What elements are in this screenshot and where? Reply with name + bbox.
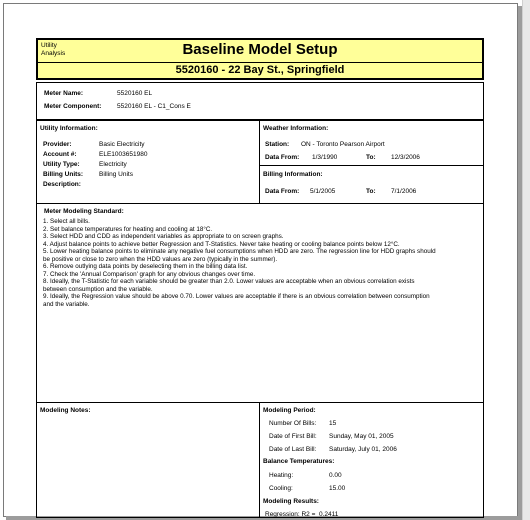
meter-name-label: Meter Name: bbox=[44, 90, 84, 97]
standard-item: between consumption and the variable. bbox=[43, 285, 153, 293]
first-bill-value: Sunday, May 01, 2005 bbox=[329, 433, 394, 440]
number-of-bills-value: 15 bbox=[329, 420, 337, 427]
utility-information-heading: Utility Information: bbox=[40, 125, 98, 132]
standard-item: 2. Set balance temperatures for heating and cooling at 18°C. bbox=[43, 225, 213, 233]
cooling-value: 15.00 bbox=[329, 485, 346, 492]
billing-to-label: To: bbox=[366, 188, 376, 195]
modeling-notes-heading: Modeling Notes: bbox=[40, 407, 91, 414]
modeling-results-heading: Modeling Results: bbox=[263, 498, 319, 505]
meter-name-value: 5520160 EL bbox=[117, 90, 153, 97]
standard-item: and the variable. bbox=[43, 300, 90, 308]
utility-information-section bbox=[36, 120, 260, 204]
weather-to-value: 12/3/2006 bbox=[391, 154, 420, 161]
heating-value: 0.00 bbox=[329, 472, 342, 479]
page-title: Baseline Model Setup bbox=[182, 41, 338, 58]
modeling-standard-list bbox=[43, 218, 473, 308]
standard-item: 1. Select all bills. bbox=[43, 218, 90, 225]
provider-value: Basic Electricity bbox=[99, 141, 145, 148]
modeling-notes-section bbox=[36, 402, 260, 518]
standard-item: 8. Ideally, the T-Statistic for each variable should be greater than 2.0. Lower values are acceptable when an obvious correlation exists bbox=[43, 278, 415, 285]
meter-section bbox=[36, 82, 484, 120]
weather-information-section bbox=[259, 120, 484, 166]
utility-type-label: Utility Type: bbox=[43, 161, 80, 168]
meter-modeling-standard-section bbox=[36, 203, 484, 403]
report-header bbox=[36, 38, 484, 80]
station-label: Station: bbox=[265, 141, 290, 148]
utility-label-line2: Analysis bbox=[41, 50, 66, 57]
regression-label: Regression: R2 = bbox=[265, 511, 316, 518]
billing-to-value: 7/1/2006 bbox=[391, 188, 417, 195]
utility-label-line1: Utility bbox=[41, 42, 57, 49]
modeling-period-section bbox=[259, 402, 484, 518]
last-bill-label: Date of Last Bill: bbox=[269, 446, 317, 453]
billing-from-label: Data From: bbox=[265, 188, 300, 195]
description-label: Description: bbox=[43, 181, 81, 188]
weather-information-heading: Weather Information: bbox=[263, 125, 329, 132]
meter-component-value: 5520160 EL - C1_Cons E bbox=[117, 103, 191, 110]
first-bill-label: Date of First Bill: bbox=[269, 433, 317, 440]
weather-from-label: Data From: bbox=[265, 154, 300, 161]
weather-from-value: 1/3/1990 bbox=[312, 154, 338, 161]
standard-item: 3. Select HDD and CDD as independent variables as appropriate to on screen graphs. bbox=[43, 233, 284, 240]
last-bill-value: Saturday, July 01, 2006 bbox=[329, 446, 397, 453]
page-subtitle: 5520160 - 22 Bay St., Springfield bbox=[175, 64, 345, 76]
standard-item: 7. Check the 'Annual Comparison' graph for any obvious changes over time. bbox=[43, 270, 256, 278]
standard-item: 6. Remove outlying data points by deselecting them in the billing data list. bbox=[43, 263, 248, 270]
provider-label: Provider: bbox=[43, 141, 72, 148]
account-label: Account #: bbox=[43, 151, 77, 158]
cooling-label: Cooling: bbox=[269, 485, 293, 492]
standard-item: 5. Lower heating balance points to eliminate any negative fuel consumptions when HDD are zero. The regression line for HDD graphs should bbox=[43, 248, 436, 255]
standard-item: 4. Adjust balance points to achieve better Regression and T-Statistics. Never take heating or cooling balance points below 12°C. bbox=[43, 240, 400, 248]
modeling-standard-heading: Meter Modeling Standard: bbox=[44, 208, 124, 215]
standard-item: be positive or close to zero when the HDD values are zero (typically in the summer). bbox=[43, 255, 278, 263]
station-value: ON - Toronto Pearson Airport bbox=[301, 141, 385, 148]
billing-units-label: Billing Units: bbox=[43, 171, 84, 178]
billing-information-section bbox=[259, 165, 484, 204]
standard-item: 9. Ideally, the Regression value should be above 0.70. Lower values are acceptable if there is an obvious correlation between consumption bbox=[43, 293, 430, 300]
utility-type-value: Electricity bbox=[99, 161, 127, 168]
billing-from-value: 5/1/2005 bbox=[310, 188, 336, 195]
weather-to-label: To: bbox=[366, 154, 376, 161]
account-value: ELE1003651980 bbox=[99, 151, 148, 158]
meter-component-label: Meter Component: bbox=[44, 103, 102, 110]
modeling-period-heading: Modeling Period: bbox=[263, 407, 316, 414]
balance-temperatures-heading: Balance Temperatures: bbox=[263, 458, 335, 465]
billing-information-heading: Billing Information: bbox=[263, 171, 323, 178]
regression-value: 0.2411 bbox=[319, 511, 339, 518]
number-of-bills-label: Number Of Bills: bbox=[269, 420, 317, 427]
billing-units-value: Billing Units bbox=[99, 171, 133, 178]
report-sheet bbox=[36, 38, 484, 518]
heating-label: Heating: bbox=[269, 472, 294, 479]
vertical-scrollbar[interactable] bbox=[522, 0, 530, 520]
header-title-row bbox=[38, 40, 482, 63]
